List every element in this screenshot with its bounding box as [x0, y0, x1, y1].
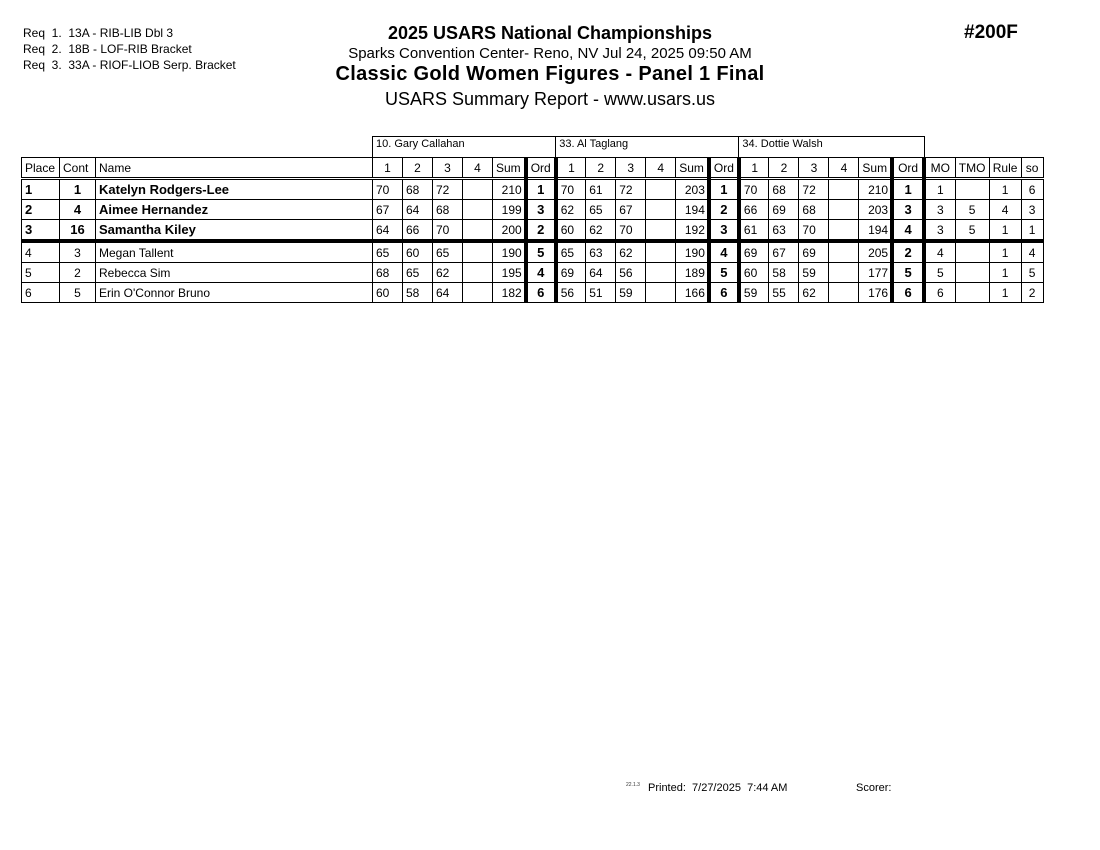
- place-cell: 3: [22, 220, 60, 242]
- ordinal-cell: 4: [709, 241, 739, 263]
- score-4-cell: [829, 220, 859, 242]
- table-row: [22, 241, 1044, 263]
- score-3-cell: 72: [799, 179, 829, 200]
- score-1-cell: 65: [556, 241, 586, 263]
- skater-name-cell: Rebecca Sim: [96, 263, 373, 283]
- mo-cell: 3: [924, 220, 955, 242]
- ordinal-cell: 6: [526, 283, 556, 303]
- col-score-1: 1: [556, 158, 586, 179]
- so-cell: 3: [1021, 200, 1043, 220]
- col-score-3: 3: [616, 158, 646, 179]
- score-4-cell: [646, 283, 676, 303]
- place-cell: 1: [22, 179, 60, 200]
- score-1-cell: 66: [739, 200, 769, 220]
- col-cont: Cont: [60, 158, 96, 179]
- score-2-cell: 63: [769, 220, 799, 242]
- rule-cell: 1: [989, 241, 1021, 263]
- place-cell: 2: [22, 200, 60, 220]
- sum-cell: 192: [676, 220, 709, 242]
- tmo-cell: [955, 241, 989, 263]
- rule-cell: 4: [989, 200, 1021, 220]
- score-4-cell: [463, 200, 493, 220]
- tmo-cell: [955, 283, 989, 303]
- col-sum: Sum: [676, 158, 709, 179]
- col-score-3: 3: [799, 158, 829, 179]
- score-2-cell: 55: [769, 283, 799, 303]
- score-3-cell: 70: [433, 220, 463, 242]
- score-1-cell: 61: [739, 220, 769, 242]
- ordinal-cell: 2: [892, 241, 924, 263]
- contestant-number-cell: 16: [60, 220, 96, 242]
- score-2-cell: 58: [769, 263, 799, 283]
- event-number: #200F: [964, 22, 1018, 43]
- score-3-cell: 59: [616, 283, 646, 303]
- mo-cell: 1: [924, 179, 955, 200]
- ordinal-cell: 6: [892, 283, 924, 303]
- ordinal-cell: 3: [892, 200, 924, 220]
- col-rule: Rule: [989, 158, 1021, 179]
- score-1-cell: 65: [373, 241, 403, 263]
- skater-name-cell: Erin O'Connor Bruno: [96, 283, 373, 303]
- ordinal-cell: 5: [892, 263, 924, 283]
- score-1-cell: 60: [556, 220, 586, 242]
- sum-cell: 176: [859, 283, 892, 303]
- score-1-cell: 68: [373, 263, 403, 283]
- sum-cell: 194: [859, 220, 892, 242]
- score-1-cell: 60: [373, 283, 403, 303]
- report-line: USARS Summary Report - www.usars.us: [384, 89, 716, 109]
- score-2-cell: 51: [586, 283, 616, 303]
- competition-title: 2025 USARS National Championships: [387, 23, 713, 43]
- score-4-cell: [829, 283, 859, 303]
- score-4-cell: [463, 220, 493, 242]
- rule-cell: 1: [989, 179, 1021, 200]
- requirement-item: Req 2. 18B - LOF-RIB Bracket: [23, 42, 192, 56]
- col-score-4: 4: [463, 158, 493, 179]
- col-score-4: 4: [829, 158, 859, 179]
- table-row: [22, 263, 1044, 283]
- requirement-item: Req 1. 13A - RIB-LIB Dbl 3: [23, 26, 174, 40]
- score-1-cell: 70: [739, 179, 769, 200]
- score-1-cell: 59: [739, 283, 769, 303]
- col-score-4: 4: [646, 158, 676, 179]
- ordinal-cell: 3: [526, 200, 556, 220]
- score-2-cell: 68: [403, 179, 433, 200]
- mo-cell: 6: [924, 283, 955, 303]
- sum-cell: 189: [676, 263, 709, 283]
- col-score-2: 2: [769, 158, 799, 179]
- col-place: Place: [22, 158, 60, 179]
- score-3-cell: 70: [799, 220, 829, 242]
- so-cell: 6: [1021, 179, 1043, 200]
- table-row: [22, 179, 1044, 200]
- score-2-cell: 61: [586, 179, 616, 200]
- sum-cell: 210: [859, 179, 892, 200]
- ordinal-cell: 1: [526, 179, 556, 200]
- sum-cell: 203: [676, 179, 709, 200]
- col-score-3: 3: [433, 158, 463, 179]
- score-2-cell: 63: [586, 241, 616, 263]
- ordinal-cell: 3: [709, 220, 739, 242]
- table-row: [22, 220, 1044, 242]
- ordinal-cell: 1: [709, 179, 739, 200]
- score-1-cell: 69: [556, 263, 586, 283]
- sum-cell: 182: [493, 283, 526, 303]
- rule-cell: 1: [989, 220, 1021, 242]
- score-2-cell: 69: [769, 200, 799, 220]
- ordinal-cell: 4: [526, 263, 556, 283]
- col-score-2: 2: [403, 158, 433, 179]
- score-1-cell: 56: [556, 283, 586, 303]
- ordinal-cell: 5: [709, 263, 739, 283]
- score-3-cell: 62: [799, 283, 829, 303]
- score-1-cell: 70: [373, 179, 403, 200]
- score-1-cell: 67: [373, 200, 403, 220]
- score-3-cell: 68: [799, 200, 829, 220]
- scorer-label: Scorer:: [856, 782, 892, 794]
- tmo-cell: 5: [955, 200, 989, 220]
- contestant-number-cell: 1: [60, 179, 96, 200]
- score-4-cell: [463, 179, 493, 200]
- sum-cell: 199: [493, 200, 526, 220]
- ordinal-cell: 6: [709, 283, 739, 303]
- col-ord: Ord: [709, 158, 739, 179]
- rule-cell: 1: [989, 263, 1021, 283]
- col-ord: Ord: [526, 158, 556, 179]
- col-sum: Sum: [493, 158, 526, 179]
- score-3-cell: 64: [433, 283, 463, 303]
- tmo-cell: 5: [955, 220, 989, 242]
- skater-name-cell: Aimee Hernandez: [96, 200, 373, 220]
- score-2-cell: 60: [403, 241, 433, 263]
- score-3-cell: 70: [616, 220, 646, 242]
- judge-3-name: 34. Dottie Walsh: [739, 137, 924, 158]
- tmo-cell: [955, 263, 989, 283]
- place-cell: 5: [22, 263, 60, 283]
- sum-cell: 195: [493, 263, 526, 283]
- sum-cell: 194: [676, 200, 709, 220]
- sum-cell: 177: [859, 263, 892, 283]
- score-1-cell: 69: [739, 241, 769, 263]
- version-label: 22.1.3: [626, 782, 640, 788]
- results-table: [21, 136, 1044, 303]
- score-4-cell: [646, 179, 676, 200]
- score-3-cell: 72: [616, 179, 646, 200]
- col-score-1: 1: [739, 158, 769, 179]
- ordinal-cell: 2: [709, 200, 739, 220]
- score-4-cell: [829, 241, 859, 263]
- score-3-cell: 62: [433, 263, 463, 283]
- table-row: [22, 200, 1044, 220]
- judges-header-row: [22, 137, 1044, 158]
- score-1-cell: 64: [373, 220, 403, 242]
- rule-cell: 1: [989, 283, 1021, 303]
- score-2-cell: 67: [769, 241, 799, 263]
- skater-name-cell: Samantha Kiley: [96, 220, 373, 242]
- contestant-number-cell: 2: [60, 263, 96, 283]
- score-2-cell: 65: [586, 200, 616, 220]
- requirements-list: [23, 25, 236, 73]
- score-3-cell: 72: [433, 179, 463, 200]
- score-4-cell: [646, 220, 676, 242]
- score-3-cell: 62: [616, 241, 646, 263]
- score-2-cell: 65: [403, 263, 433, 283]
- printed-timestamp: Printed: 7/27/2025 7:44 AM: [648, 782, 788, 794]
- score-2-cell: 66: [403, 220, 433, 242]
- so-cell: 1: [1021, 220, 1043, 242]
- col-score-1: 1: [373, 158, 403, 179]
- column-header-row: [22, 158, 1044, 179]
- score-2-cell: 62: [586, 220, 616, 242]
- score-1-cell: 70: [556, 179, 586, 200]
- table-row: [22, 283, 1044, 303]
- sum-cell: 190: [493, 241, 526, 263]
- score-3-cell: 59: [799, 263, 829, 283]
- score-4-cell: [463, 263, 493, 283]
- so-cell: 4: [1021, 241, 1043, 263]
- score-2-cell: 64: [586, 263, 616, 283]
- sum-cell: 190: [676, 241, 709, 263]
- event-title: Classic Gold Women Figures - Panel 1 Final: [335, 63, 765, 85]
- mo-cell: 4: [924, 241, 955, 263]
- sum-cell: 210: [493, 179, 526, 200]
- score-3-cell: 69: [799, 241, 829, 263]
- judge-1-name: 10. Gary Callahan: [373, 137, 556, 158]
- mo-cell: 3: [924, 200, 955, 220]
- col-tmo: TMO: [955, 158, 989, 179]
- score-4-cell: [646, 200, 676, 220]
- score-4-cell: [829, 263, 859, 283]
- venue-date-line: Sparks Convention Center- Reno, NV Jul 24, 2025 09:50 AM: [348, 45, 752, 62]
- col-score-2: 2: [586, 158, 616, 179]
- sum-cell: 166: [676, 283, 709, 303]
- score-4-cell: [646, 241, 676, 263]
- requirement-item: Req 3. 33A - RIOF-LIOB Serp. Bracket: [23, 58, 236, 72]
- so-cell: 5: [1021, 263, 1043, 283]
- contestant-number-cell: 5: [60, 283, 96, 303]
- mo-cell: 5: [924, 263, 955, 283]
- ordinal-cell: 1: [892, 179, 924, 200]
- ordinal-cell: 5: [526, 241, 556, 263]
- score-2-cell: 64: [403, 200, 433, 220]
- score-3-cell: 68: [433, 200, 463, 220]
- score-3-cell: 65: [433, 241, 463, 263]
- score-4-cell: [829, 179, 859, 200]
- judge-2-name: 33. Al Taglang: [556, 137, 739, 158]
- sum-cell: 200: [493, 220, 526, 242]
- col-name: Name: [96, 158, 373, 179]
- col-ord: Ord: [892, 158, 924, 179]
- score-2-cell: 68: [769, 179, 799, 200]
- contestant-number-cell: 4: [60, 200, 96, 220]
- ordinal-cell: 4: [892, 220, 924, 242]
- skater-name-cell: Megan Tallent: [96, 241, 373, 263]
- skater-name-cell: Katelyn Rodgers-Lee: [96, 179, 373, 200]
- score-4-cell: [646, 263, 676, 283]
- score-4-cell: [463, 283, 493, 303]
- col-mo: MO: [924, 158, 955, 179]
- col-so: so: [1021, 158, 1043, 179]
- so-cell: 2: [1021, 283, 1043, 303]
- score-3-cell: 56: [616, 263, 646, 283]
- score-1-cell: 62: [556, 200, 586, 220]
- score-1-cell: 60: [739, 263, 769, 283]
- score-3-cell: 67: [616, 200, 646, 220]
- sum-cell: 205: [859, 241, 892, 263]
- score-4-cell: [463, 241, 493, 263]
- contestant-number-cell: 3: [60, 241, 96, 263]
- score-2-cell: 58: [403, 283, 433, 303]
- score-4-cell: [829, 200, 859, 220]
- place-cell: 4: [22, 241, 60, 263]
- tmo-cell: [955, 179, 989, 200]
- ordinal-cell: 2: [526, 220, 556, 242]
- place-cell: 6: [22, 283, 60, 303]
- sum-cell: 203: [859, 200, 892, 220]
- col-sum: Sum: [859, 158, 892, 179]
